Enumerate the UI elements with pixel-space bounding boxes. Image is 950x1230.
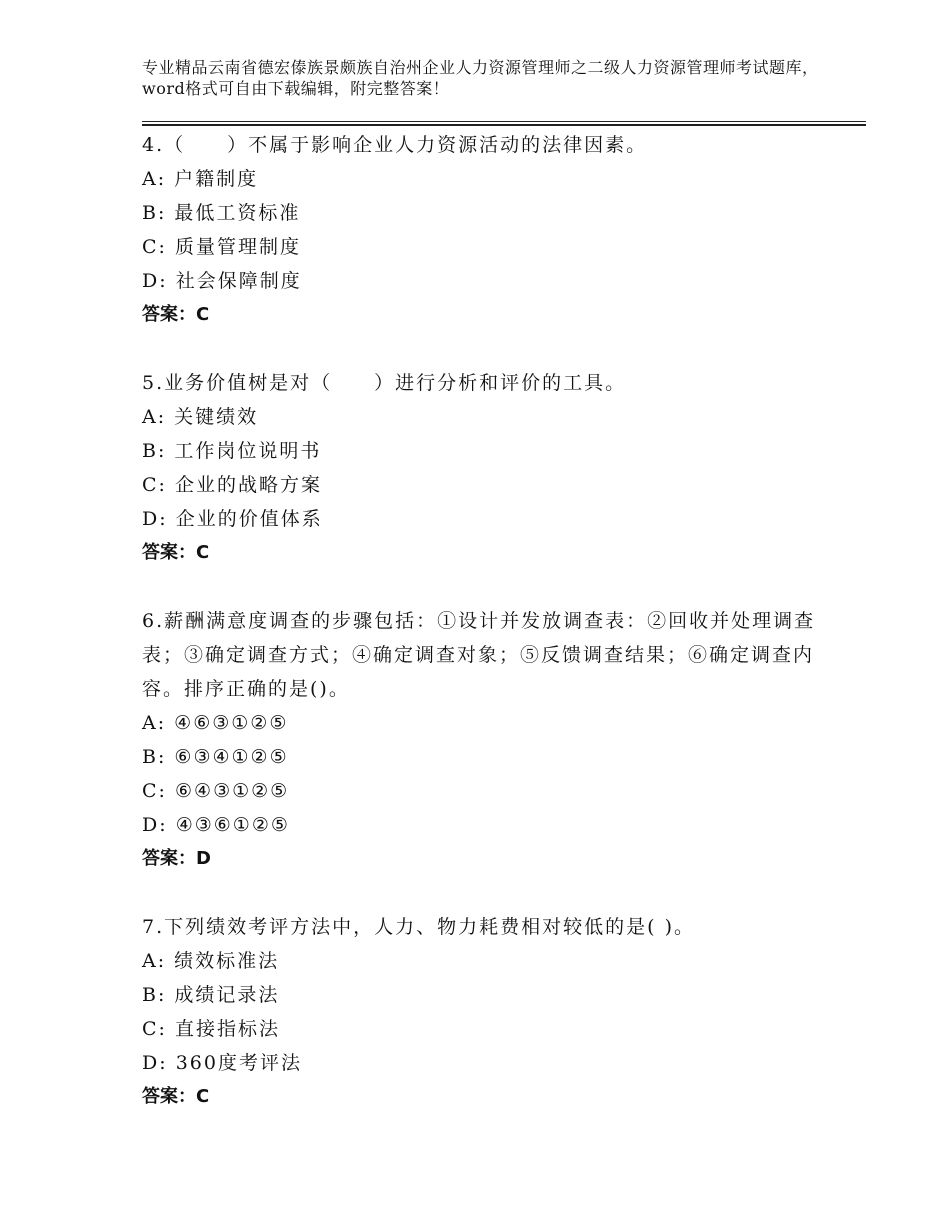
option-a xyxy=(142,944,842,978)
option-a xyxy=(142,162,842,196)
answer: 答案：C xyxy=(142,1086,210,1107)
option-b xyxy=(142,196,842,230)
option-d xyxy=(142,264,842,298)
question-stem: 5.业务价值树是对（ ）进行分析和评价的工具。 xyxy=(142,372,627,394)
option-letter: B: xyxy=(142,746,167,768)
option-letter: D: xyxy=(142,508,168,530)
option-letter: A: xyxy=(142,168,167,190)
question-6 xyxy=(142,604,842,876)
option-text: 360度考评法 xyxy=(175,1052,302,1074)
question-7 xyxy=(142,910,842,1114)
option-text: 关键绩效 xyxy=(174,406,259,428)
question-4 xyxy=(142,128,842,332)
option-letter: C: xyxy=(142,236,167,258)
option-c xyxy=(142,774,842,808)
header-rule-thin xyxy=(142,121,866,122)
option-letter: C: xyxy=(142,474,167,496)
option-letter: A: xyxy=(142,712,167,734)
option-text: ⑥③④①②⑤ xyxy=(174,746,289,768)
option-text: 直接指标法 xyxy=(175,1018,281,1040)
answer: 答案：C xyxy=(142,304,210,325)
document-header: 专业精品云南省德宏傣族景颇族自治州企业人力资源管理师之二级人力资源管理师考试题库，word格式可自由下载编辑，附完整答案！ xyxy=(142,58,819,98)
option-letter: B: xyxy=(142,984,167,1006)
answer: 答案：D xyxy=(142,848,211,869)
option-c xyxy=(142,230,842,264)
question-stem: 7.下列绩效考评方法中，人力、物力耗费相对较低的是( )。 xyxy=(142,916,695,938)
option-b xyxy=(142,978,842,1012)
option-text: 质量管理制度 xyxy=(175,236,302,258)
option-d xyxy=(142,808,842,842)
option-text: ⑥④③①②⑤ xyxy=(175,780,290,802)
question-stem: 4.（ ）不属于影响企业人力资源活动的法律因素。 xyxy=(142,134,648,156)
option-letter: A: xyxy=(142,950,167,972)
option-b xyxy=(142,434,842,468)
option-text: 企业的价值体系 xyxy=(175,508,323,530)
option-text: 工作岗位说明书 xyxy=(174,440,322,462)
option-d xyxy=(142,502,842,536)
option-text: 成绩记录法 xyxy=(174,984,280,1006)
option-text: 最低工资标准 xyxy=(174,202,301,224)
option-letter: B: xyxy=(142,440,167,462)
option-a xyxy=(142,400,842,434)
option-letter: A: xyxy=(142,406,167,428)
option-letter: D: xyxy=(142,270,168,292)
option-text: ④③⑥①②⑤ xyxy=(175,814,290,836)
option-letter: D: xyxy=(142,814,168,836)
option-letter: C: xyxy=(142,1018,167,1040)
answer: 答案：C xyxy=(142,542,210,563)
option-text: 户籍制度 xyxy=(174,168,259,190)
question-5 xyxy=(142,366,842,570)
option-c xyxy=(142,1012,842,1046)
header-rule-thick xyxy=(142,124,866,126)
option-text: 企业的战略方案 xyxy=(175,474,323,496)
option-a xyxy=(142,706,842,740)
option-text: ④⑥③①②⑤ xyxy=(174,712,289,734)
option-b xyxy=(142,740,842,774)
question-list xyxy=(142,128,842,1148)
option-text: 社会保障制度 xyxy=(175,270,302,292)
option-letter: D: xyxy=(142,1052,168,1074)
option-text: 绩效标准法 xyxy=(174,950,280,972)
question-stem: 6.薪酬满意度调查的步骤包括：①设计并发放调查表：②回收并处理调查表；③确定调查方式；④确定调查对象；⑤反馈调查结果；⑥确定调查内容。排序正确的是()。 xyxy=(142,610,816,700)
option-letter: C: xyxy=(142,780,167,802)
option-letter: B: xyxy=(142,202,167,224)
option-c xyxy=(142,468,842,502)
option-d xyxy=(142,1046,842,1080)
